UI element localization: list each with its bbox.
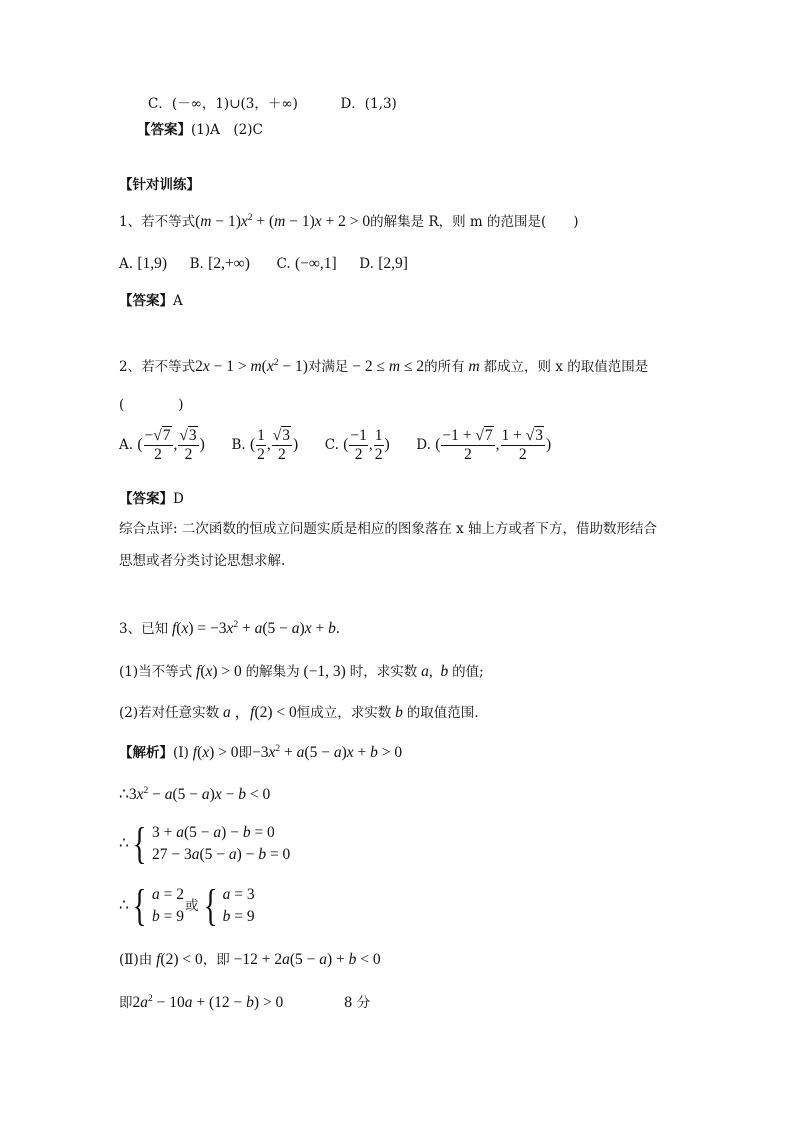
- q2-comment-1: 综合点评: 二次函数的恒成立问题实质是相应的图象落在 x 轴上方或者下方，借助数形结合: [119, 521, 658, 537]
- q1-opt-d: D.: [359, 256, 374, 272]
- q1-num: 1、若不等式: [119, 214, 196, 230]
- q1-answer: [119, 291, 183, 311]
- solution-ineq-1: f(x) > 0: [192, 744, 239, 761]
- q3-p1-b: 的解集为: [245, 664, 300, 680]
- solution-system-1: [119, 819, 291, 868]
- therefore-symbol: ∴: [119, 786, 129, 803]
- q3-p2-var-b: b: [391, 704, 407, 721]
- therefore-symbol: ∴: [119, 835, 129, 852]
- solution-line-1: [119, 743, 402, 763]
- q2-options: [119, 428, 551, 462]
- solution-part-1: (Ⅰ): [173, 745, 189, 761]
- or-text: 或: [185, 898, 199, 914]
- q2-opt-d-val: ( $\frac{-1 + √7}{2}$ , $\frac{1 + √3}{2}$ ): [435, 427, 552, 463]
- q2-paren: ( ): [119, 397, 184, 413]
- solution-line-2: [119, 785, 270, 805]
- q1-tail: 的解集是 R，则 m 的范围是( ): [370, 214, 579, 230]
- left-brace: {: [203, 881, 217, 930]
- q3-p2-b: 恒成立，求实数: [296, 705, 392, 721]
- option-c: C．(－∞，1)∪(3，＋∞): [148, 96, 298, 112]
- q1-opt-c: C.: [276, 256, 291, 272]
- solution-2a: (Ⅱ)由: [119, 952, 153, 968]
- solution-line-last: [119, 993, 370, 1013]
- solution-label: 【解析】: [119, 745, 173, 761]
- q2-num: 2、若不等式: [119, 359, 196, 375]
- q2-var-m: m: [464, 358, 484, 375]
- solution-2b: ，即: [202, 952, 230, 968]
- solution-ji: 即: [238, 745, 253, 761]
- q3-part2: [119, 703, 479, 723]
- q3-p2-c: 的取值范围.: [406, 705, 479, 721]
- answer-value: D: [173, 491, 184, 507]
- q1-opt-b: B.: [189, 256, 204, 272]
- q2-condition: − 2 ≤ m ≤ 2: [348, 358, 425, 375]
- q3-part1: [119, 662, 484, 682]
- q2-tail1: 的所有: [424, 359, 465, 375]
- q3-p2-a: (2)若对任意实数: [119, 705, 220, 721]
- q3-num: 3、已知: [119, 621, 169, 637]
- section-title: 【针对训练】: [119, 177, 200, 193]
- q1-formula: $(m - 1)x^2 + (m - 1)x + 2 > 0$: [195, 213, 371, 230]
- system-row: a = 2: [152, 886, 184, 903]
- q3-stem: [119, 619, 340, 639]
- q2-stem: [119, 357, 648, 377]
- therefore-symbol: ∴: [119, 897, 129, 914]
- system-row: b = 9: [152, 908, 184, 925]
- q1-options: [119, 254, 408, 274]
- q2-tail2: 都成立，则 x 的取值范围是: [483, 359, 649, 375]
- q2-opt-b: B.: [231, 437, 246, 453]
- q2-answer: [119, 489, 184, 509]
- solution-system-2: [119, 881, 255, 930]
- q2-opt-d: D.: [416, 437, 431, 453]
- solution-ineq-3: $3x^2 - a(5 - a)x - b < 0$: [128, 786, 271, 803]
- q3-p1-c: 时，求实数: [349, 664, 418, 680]
- q3-p1-ineq: f(x) > 0: [196, 663, 246, 680]
- answer-label: 【答案】: [119, 293, 173, 309]
- system-row: a = 3: [222, 886, 255, 903]
- q2-opt-b-val: ( $\frac{1}{2}$ , $\frac{√3}{2}$ ): [249, 427, 299, 463]
- q3-p2-ineq: ，f(2) < 0: [234, 704, 297, 721]
- q3-function: $f(x) = -3x^2 + a(5 - a)x + b$.: [171, 620, 340, 637]
- q2-opt-c-val: ( $\frac{-1}{2}$ , $\frac{1}{2}$ ): [343, 427, 390, 463]
- system-row: 3 + a(5 − a) − b = 0: [152, 824, 275, 841]
- answer-label: 【答案】: [137, 122, 191, 138]
- answer-value: (1)A (2)C: [191, 122, 263, 138]
- q3-p1-interval: (−1, 3): [299, 663, 350, 680]
- solution-ineq-4: −12 + 2a(5 − a) + b < 0: [229, 951, 381, 968]
- answer-value: A: [173, 293, 183, 309]
- answer-label: 【答案】: [119, 491, 173, 507]
- q1-opt-b-val: [2,+∞): [208, 255, 250, 272]
- left-brace: {: [132, 819, 147, 868]
- q1-stem: [119, 212, 579, 232]
- option-d: D．(1,3): [340, 96, 397, 112]
- option-c-line: [148, 94, 397, 114]
- q1-opt-d-val: [2,9]: [378, 255, 408, 272]
- solution-ineq-2: $-3x^2 + a(5 - a)x + b > 0$: [252, 744, 403, 761]
- q2-opt-a-val: ( $\frac{-√7}{2}$ , $\frac{√3}{2}$ ): [137, 427, 205, 463]
- system-row: b = 9: [222, 908, 255, 925]
- solution-ineq-5: $2a^2 - 10a + (12 - b) > 0$: [132, 994, 284, 1011]
- q3-p1-d: 的值;: [452, 664, 484, 680]
- solution-ji2: 即: [119, 995, 133, 1011]
- top-answer: [137, 120, 263, 140]
- q2-formula: $2x - 1 > m(x^2 - 1)$: [195, 358, 308, 375]
- solution-f2: f(2) < 0: [156, 951, 203, 968]
- q1-opt-a: A.: [119, 256, 134, 272]
- q3-p1-a: (1)当不等式: [119, 664, 193, 680]
- q2-opt-a: A.: [119, 437, 134, 453]
- q1-opt-a-val: [1,9): [137, 255, 168, 272]
- score-note: 8 分: [343, 995, 371, 1011]
- solution-part-2: [119, 950, 381, 970]
- q3-p2-var-a: a: [219, 704, 235, 721]
- left-brace: {: [132, 881, 147, 930]
- q2-opt-c: C.: [324, 437, 339, 453]
- q2-comment-2: 思想或者分类讨论思想求解.: [119, 553, 286, 569]
- q2-mid: 对满足: [307, 359, 349, 375]
- q3-p1-vars: a, b: [417, 663, 453, 680]
- q1-opt-c-val: (−∞,1]: [294, 255, 337, 272]
- system-row: 27 − 3a(5 − a) − b = 0: [152, 846, 291, 863]
